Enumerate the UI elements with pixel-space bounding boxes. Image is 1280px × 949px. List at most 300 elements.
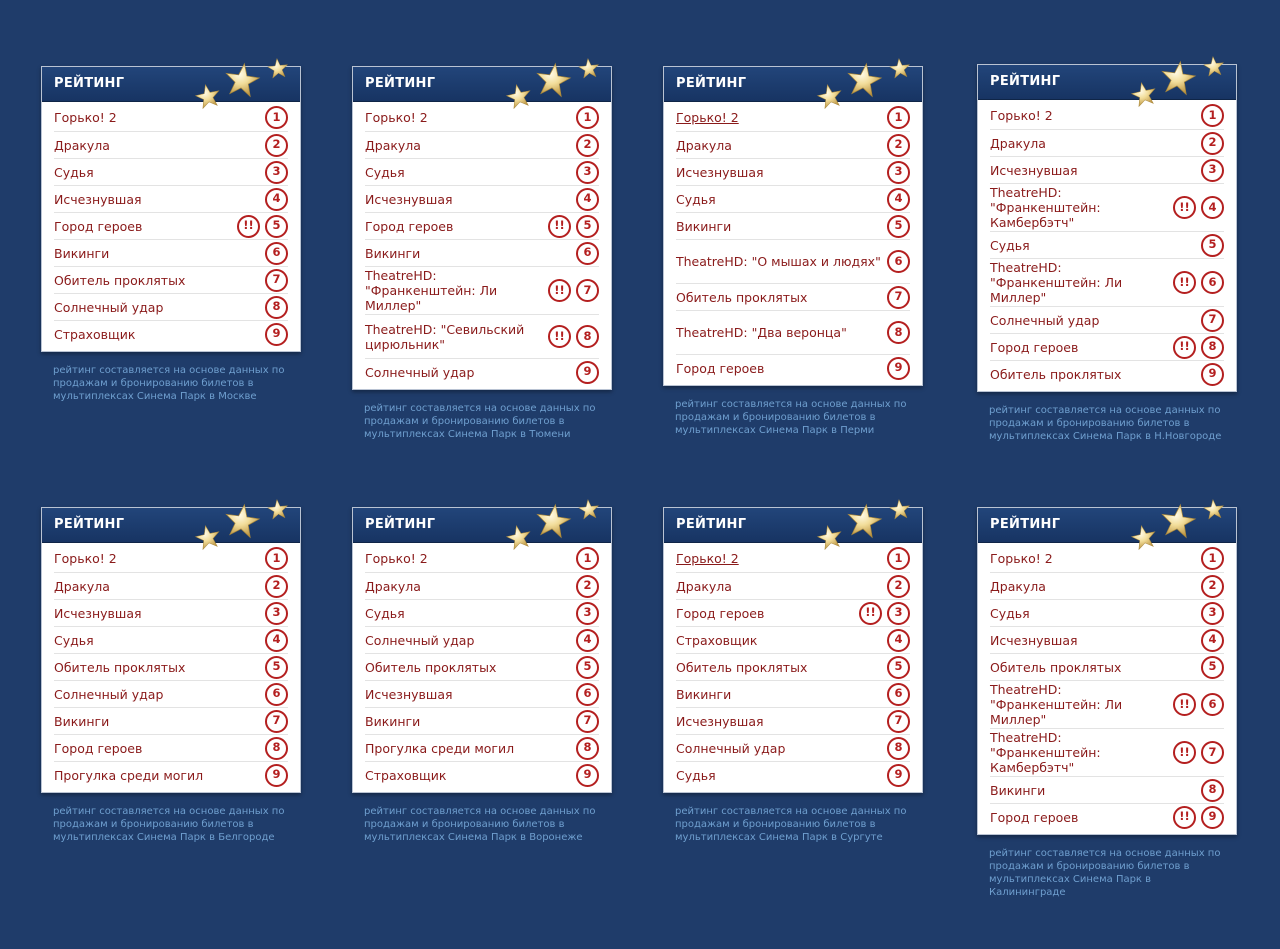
row-badges [576, 106, 599, 129]
rank-badge: 4 [576, 629, 599, 652]
movie-link[interactable]: Горько! 2 [676, 110, 739, 125]
rating-note: рейтинг составляется на основе данных по продажам и бронированию билетов в мультиплексах Синема Парк в Белгороде [53, 806, 285, 843]
movie-link[interactable]: Город героев [990, 809, 1079, 825]
rating-row [676, 158, 910, 185]
movie-link[interactable]: Город героев [676, 360, 765, 376]
rating-row [990, 653, 1224, 680]
rating-row [365, 185, 599, 212]
row-badges [1201, 309, 1224, 332]
movie-link[interactable]: Дракула [990, 135, 1046, 151]
rank-badge: 3 [1201, 602, 1224, 625]
row-badges [548, 279, 599, 302]
rank-badge: 7 [265, 710, 288, 733]
rank-badge: 8 [576, 737, 599, 760]
row-badges [887, 575, 910, 598]
rating-row [365, 212, 599, 239]
row-badges [576, 575, 599, 598]
rank-badge: 4 [1201, 629, 1224, 652]
rating-widget-8 [977, 507, 1237, 899]
rank-badge: 2 [887, 134, 910, 157]
movie-link[interactable]: Судья [990, 237, 1030, 253]
double-exclamation-icon: !! [1173, 336, 1196, 359]
rating-note: рейтинг составляется на основе данных по продажам и бронированию билетов в мультиплексах Синема Парк в Воронеже [364, 806, 596, 843]
rating-row [54, 680, 288, 707]
row-badges [887, 106, 910, 129]
rating-row [676, 131, 910, 158]
movie-link[interactable]: TheatreHD: "Два веронца" [676, 325, 847, 340]
rating-title: РЕЙТИНГ [365, 76, 436, 91]
rank-badge: 9 [887, 357, 910, 380]
rating-row [365, 680, 599, 707]
row-badges [237, 215, 288, 238]
row-badges [887, 656, 910, 679]
movie-link[interactable]: Викинги [54, 713, 110, 729]
rating-row [365, 158, 599, 185]
row-badges [887, 215, 910, 238]
rank-badge: 7 [887, 286, 910, 309]
rating-row [365, 131, 599, 158]
movie-link[interactable]: Дракула [54, 578, 110, 594]
movie-link[interactable]: Викинги [54, 245, 110, 261]
rating-row [990, 102, 1224, 129]
double-exclamation-icon: !! [1173, 693, 1196, 716]
rank-badge: 1 [265, 106, 288, 129]
row-badges [576, 161, 599, 184]
row-badges [576, 656, 599, 679]
row-badges [576, 683, 599, 706]
movie-link[interactable]: Город героев [676, 605, 765, 621]
rating-title: РЕЙТИНГ [365, 517, 436, 532]
rank-badge: 1 [1201, 547, 1224, 570]
row-badges [1173, 693, 1224, 716]
rank-badge: 1 [887, 106, 910, 129]
rank-badge: 1 [1201, 104, 1224, 127]
rating-row [676, 680, 910, 707]
row-badges [887, 710, 910, 733]
rank-badge: 2 [576, 575, 599, 598]
row-badges [887, 250, 910, 273]
row-badges [1201, 656, 1224, 679]
rank-badge: 9 [1201, 363, 1224, 386]
rank-badge: 2 [265, 134, 288, 157]
rating-title: РЕЙТИНГ [676, 517, 747, 532]
rating-card [977, 507, 1237, 835]
rank-badge: 3 [576, 602, 599, 625]
row-badges [576, 629, 599, 652]
row-badges [576, 188, 599, 211]
row-badges [1201, 104, 1224, 127]
rating-row [54, 653, 288, 680]
rating-header [42, 67, 300, 102]
row-badges [859, 602, 910, 625]
movie-link[interactable]: Горько! 2 [990, 551, 1053, 566]
rating-row [54, 734, 288, 761]
movie-link[interactable]: Город героев [54, 740, 143, 756]
movie-link[interactable]: Судья [365, 605, 405, 621]
rating-row [990, 599, 1224, 626]
rating-row [54, 131, 288, 158]
rating-row [365, 104, 599, 131]
row-badges [887, 629, 910, 652]
rating-row [676, 545, 910, 572]
rating-row [54, 572, 288, 599]
row-badges [1201, 159, 1224, 182]
rating-row [990, 728, 1224, 776]
movie-link[interactable]: Прогулка среди могил [54, 767, 204, 783]
movie-link[interactable]: Судья [676, 767, 716, 783]
rating-widget-6 [352, 507, 612, 844]
movie-link[interactable]: Обитель проклятых [676, 289, 808, 305]
row-badges [1201, 629, 1224, 652]
rating-row [54, 212, 288, 239]
movie-link[interactable]: Горько! 2 [676, 551, 739, 566]
rating-row [990, 306, 1224, 333]
movie-link[interactable]: Страховщик [365, 767, 447, 783]
rank-badge: 5 [265, 656, 288, 679]
row-badges [887, 321, 910, 344]
row-badges [265, 764, 288, 787]
rating-row [54, 545, 288, 572]
movie-link[interactable]: Город героев [990, 339, 1079, 355]
rank-badge: 1 [576, 106, 599, 129]
rating-row [365, 266, 599, 314]
movie-link[interactable]: TheatreHD: "Франкенштейн: Ли Миллер" [990, 260, 1123, 305]
movie-link[interactable]: Викинги [365, 713, 421, 729]
rank-badge: 6 [1201, 693, 1224, 716]
row-badges [548, 325, 599, 348]
rating-row [990, 803, 1224, 830]
rank-badge: 3 [265, 602, 288, 625]
rating-row [676, 761, 910, 788]
row-badges [265, 575, 288, 598]
rating-row [990, 776, 1224, 803]
movie-link[interactable]: TheatreHD: "О мышах и людях" [676, 254, 881, 269]
rank-badge: 8 [1201, 336, 1224, 359]
rank-badge: 3 [1201, 159, 1224, 182]
rank-badge: 1 [887, 547, 910, 570]
rating-list [42, 102, 300, 351]
double-exclamation-icon: !! [1173, 196, 1196, 219]
row-badges [887, 357, 910, 380]
rank-badge: 6 [887, 683, 910, 706]
row-badges [265, 547, 288, 570]
rating-row [990, 333, 1224, 360]
row-badges [265, 683, 288, 706]
rank-badge: 4 [576, 188, 599, 211]
movie-link[interactable]: Обитель проклятых [365, 659, 497, 675]
movie-link[interactable]: Солнечный удар [54, 686, 164, 702]
row-badges [576, 547, 599, 570]
row-badges [1173, 271, 1224, 294]
rank-badge: 7 [1201, 309, 1224, 332]
movie-link[interactable]: Прогулка среди могил [365, 740, 515, 756]
row-badges [265, 242, 288, 265]
rating-row [676, 626, 910, 653]
rating-row [54, 266, 288, 293]
rank-badge: 9 [265, 323, 288, 346]
double-exclamation-icon: !! [548, 279, 571, 302]
rating-row [54, 185, 288, 212]
movie-link[interactable]: TheatreHD: "Франкенштейн: Камбербэтч" [990, 185, 1101, 230]
row-badges [265, 323, 288, 346]
rank-badge: 1 [265, 547, 288, 570]
rating-note: рейтинг составляется на основе данных по продажам и бронированию билетов в мультиплексах Синема Парк в Тюмени [364, 403, 596, 440]
rating-list [42, 543, 300, 792]
rank-badge: 9 [576, 764, 599, 787]
movie-link[interactable]: Исчезнувшая [54, 605, 142, 621]
row-badges [887, 764, 910, 787]
rank-badge: 6 [576, 242, 599, 265]
movie-link[interactable]: Исчезнувшая [676, 713, 764, 729]
row-badges [576, 242, 599, 265]
rating-row [990, 156, 1224, 183]
rating-list [353, 102, 611, 389]
movie-link[interactable]: Дракула [990, 578, 1046, 594]
row-badges [576, 361, 599, 384]
movie-link[interactable]: Страховщик [676, 632, 758, 648]
rating-header [978, 508, 1236, 543]
row-badges [576, 602, 599, 625]
movie-link[interactable]: Исчезнувшая [365, 191, 453, 207]
rating-list [664, 543, 922, 792]
row-badges [1201, 132, 1224, 155]
row-badges [265, 106, 288, 129]
movie-link[interactable]: Обитель проклятых [54, 272, 186, 288]
movie-link[interactable]: Обитель проклятых [990, 659, 1122, 675]
rating-note: рейтинг составляется на основе данных по продажам и бронированию билетов в мультиплексах Синема Парк в Сургуте [675, 806, 907, 843]
rating-header [664, 67, 922, 102]
rating-row [365, 761, 599, 788]
movie-link[interactable]: Викинги [990, 782, 1046, 798]
rating-card [663, 507, 923, 793]
movie-link[interactable]: Дракула [365, 137, 421, 153]
movie-link[interactable]: Солнечный удар [365, 364, 475, 380]
rating-row [990, 572, 1224, 599]
rating-row [54, 626, 288, 653]
rank-badge: 5 [576, 656, 599, 679]
movie-link[interactable]: Исчезнувшая [365, 686, 453, 702]
rating-row [990, 545, 1224, 572]
movie-link[interactable]: Солнечный удар [54, 299, 164, 315]
row-badges [576, 737, 599, 760]
rating-row [54, 707, 288, 734]
rating-row [990, 231, 1224, 258]
rating-row [54, 761, 288, 788]
row-badges [1201, 602, 1224, 625]
movie-link[interactable]: Солнечный удар [676, 740, 786, 756]
movie-link[interactable]: Страховщик [54, 326, 136, 342]
movie-link[interactable]: Викинги [676, 686, 732, 702]
row-badges [576, 764, 599, 787]
movie-link[interactable]: Горько! 2 [990, 108, 1053, 123]
rating-list [664, 102, 922, 385]
movie-link[interactable]: Город героев [365, 218, 454, 234]
rating-row [676, 185, 910, 212]
rating-card [352, 507, 612, 793]
row-badges [1201, 779, 1224, 802]
row-badges [265, 602, 288, 625]
row-badges [265, 629, 288, 652]
rank-badge: 5 [1201, 656, 1224, 679]
rating-row [54, 293, 288, 320]
rating-widget-2 [352, 66, 612, 441]
movie-link[interactable]: Горько! 2 [365, 551, 428, 566]
rating-list [353, 543, 611, 792]
movie-link[interactable]: Город героев [54, 218, 143, 234]
movie-link[interactable]: Дракула [54, 137, 110, 153]
rating-widget-5 [41, 507, 301, 844]
rating-card [977, 64, 1237, 392]
rating-row [54, 158, 288, 185]
rank-badge: 4 [887, 629, 910, 652]
movie-link[interactable]: Обитель проклятых [676, 659, 808, 675]
rating-row [676, 354, 910, 381]
rating-row [365, 599, 599, 626]
movie-link[interactable]: Солнечный удар [365, 632, 475, 648]
movie-link[interactable]: Судья [54, 632, 94, 648]
rating-note: рейтинг составляется на основе данных по продажам и бронированию билетов в мультиплексах Синема Парк в Перми [675, 399, 907, 436]
rank-badge: 9 [1201, 806, 1224, 829]
movie-link[interactable]: Дракула [365, 578, 421, 594]
row-badges [576, 710, 599, 733]
row-badges [1201, 363, 1224, 386]
rank-badge: 3 [576, 161, 599, 184]
rating-row [676, 212, 910, 239]
row-badges [887, 134, 910, 157]
movie-link[interactable]: Викинги [365, 245, 421, 261]
rating-row [54, 599, 288, 626]
row-badges [265, 737, 288, 760]
rating-header [353, 508, 611, 543]
rank-badge: 2 [1201, 132, 1224, 155]
movie-link[interactable]: Горько! 2 [54, 110, 117, 125]
rank-badge: 4 [887, 188, 910, 211]
rating-row [676, 283, 910, 310]
row-badges [1173, 806, 1224, 829]
rating-row [365, 572, 599, 599]
movie-link[interactable]: Горько! 2 [54, 551, 117, 566]
rating-widget-7 [663, 507, 923, 844]
rank-badge: 6 [1201, 271, 1224, 294]
movie-link[interactable]: Дракула [676, 137, 732, 153]
rating-row [990, 626, 1224, 653]
rating-row [990, 360, 1224, 387]
rating-row [676, 104, 910, 131]
rank-badge: 8 [265, 737, 288, 760]
movie-link[interactable]: TheatreHD: "Севильский цирюльник" [365, 321, 525, 352]
rating-row [676, 239, 910, 283]
rating-card [352, 66, 612, 390]
double-exclamation-icon: !! [548, 325, 571, 348]
movie-link[interactable]: TheatreHD: "Франкенштейн: Камбербэтч" [990, 730, 1101, 775]
rank-badge: 2 [576, 134, 599, 157]
movie-link[interactable]: Судья [990, 605, 1030, 621]
row-badges [265, 269, 288, 292]
rating-row [365, 358, 599, 385]
row-badges [265, 188, 288, 211]
row-badges [887, 188, 910, 211]
rank-badge: 3 [887, 161, 910, 184]
movie-link[interactable]: Исчезнувшая [990, 162, 1078, 178]
rating-widget-3 [663, 66, 923, 437]
rating-row [54, 320, 288, 347]
rank-badge: 7 [576, 710, 599, 733]
movie-link[interactable]: TheatreHD: "Франкенштейн: Ли Миллер" [365, 268, 498, 313]
rank-badge: 1 [576, 547, 599, 570]
movie-link[interactable]: Викинги [676, 218, 732, 234]
row-badges [1201, 234, 1224, 257]
rating-title: РЕЙТИНГ [54, 76, 125, 91]
row-badges [548, 215, 599, 238]
rating-note: рейтинг составляется на основе данных по продажам и бронированию билетов в мультиплексах Синема Парк в Москве [53, 365, 285, 402]
rank-badge: 6 [576, 683, 599, 706]
rating-row [676, 707, 910, 734]
movie-link[interactable]: Судья [54, 164, 94, 180]
rank-badge: 6 [887, 250, 910, 273]
row-badges [887, 737, 910, 760]
movie-link[interactable]: Судья [676, 191, 716, 207]
double-exclamation-icon: !! [1173, 271, 1196, 294]
rank-badge: 8 [1201, 779, 1224, 802]
rank-badge: 9 [265, 764, 288, 787]
rank-badge: 6 [265, 683, 288, 706]
row-badges [1201, 547, 1224, 570]
rating-title: РЕЙТИНГ [990, 517, 1061, 532]
movie-link[interactable]: Обитель проклятых [990, 366, 1122, 382]
movie-link[interactable]: Дракула [676, 578, 732, 594]
row-badges [265, 161, 288, 184]
rank-badge: 8 [887, 321, 910, 344]
rating-row [990, 680, 1224, 728]
row-badges [887, 286, 910, 309]
rating-note: рейтинг составляется на основе данных по продажам и бронированию билетов в мультиплексах Синема Парк в Калининграде [989, 848, 1221, 898]
row-badges [265, 710, 288, 733]
row-badges [887, 683, 910, 706]
rating-row [676, 310, 910, 354]
movie-link[interactable]: Солнечный удар [990, 312, 1100, 328]
rank-badge: 2 [1201, 575, 1224, 598]
rating-title: РЕЙТИНГ [676, 76, 747, 91]
rating-row [676, 599, 910, 626]
row-badges [265, 296, 288, 319]
double-exclamation-icon: !! [237, 215, 260, 238]
movie-link[interactable]: Исчезнувшая [54, 191, 142, 207]
movie-link[interactable]: Исчезнувшая [676, 164, 764, 180]
rank-badge: 2 [265, 575, 288, 598]
double-exclamation-icon: !! [859, 602, 882, 625]
rating-list [978, 543, 1236, 834]
rating-row [365, 545, 599, 572]
movie-link[interactable]: Судья [365, 164, 405, 180]
rating-row [365, 707, 599, 734]
rating-row [676, 653, 910, 680]
rating-header [664, 508, 922, 543]
rank-badge: 7 [887, 710, 910, 733]
rating-card [663, 66, 923, 386]
movie-link[interactable]: Горько! 2 [365, 110, 428, 125]
movie-link[interactable]: TheatreHD: "Франкенштейн: Ли Миллер" [990, 682, 1123, 727]
rank-badge: 8 [265, 296, 288, 319]
row-badges [265, 656, 288, 679]
rank-badge: 4 [265, 629, 288, 652]
movie-link[interactable]: Исчезнувшая [990, 632, 1078, 648]
rating-row [990, 183, 1224, 231]
rank-badge: 5 [576, 215, 599, 238]
rank-badge: 2 [887, 575, 910, 598]
movie-link[interactable]: Обитель проклятых [54, 659, 186, 675]
row-badges [576, 134, 599, 157]
rating-row [676, 572, 910, 599]
